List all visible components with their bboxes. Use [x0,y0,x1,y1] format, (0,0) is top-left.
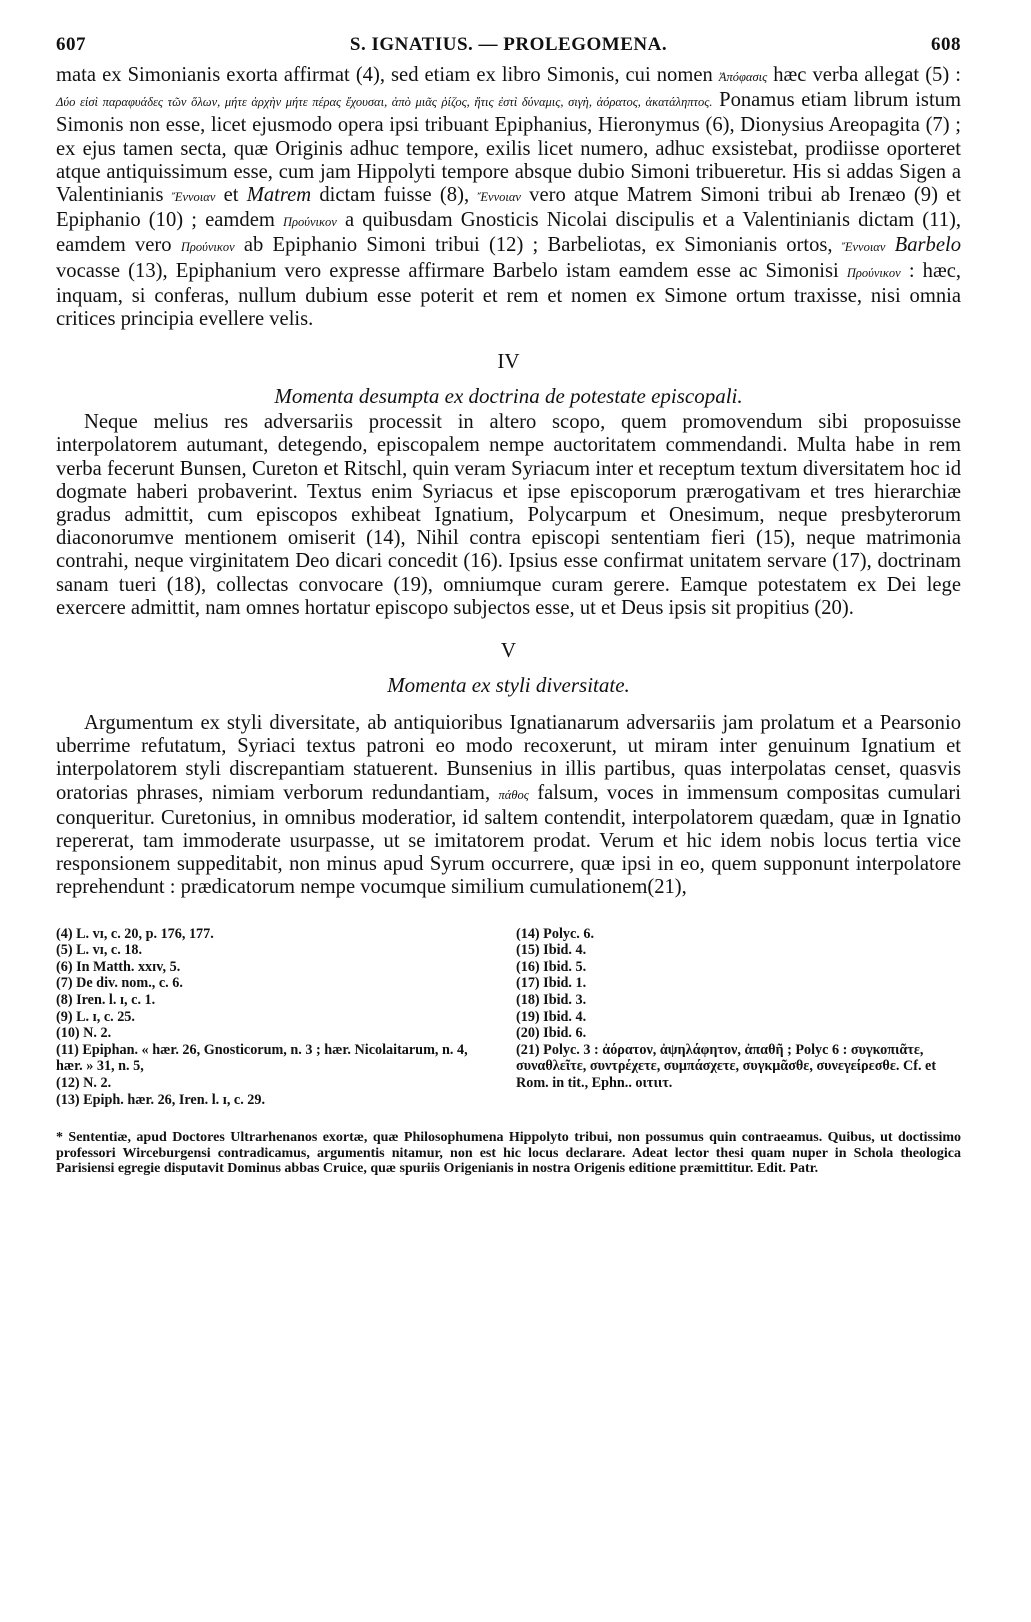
text-run: vero atque Matrem Simoni tribui ab Irenæo (9) et Epiphanio (10) ; eamdem [56,184,962,232]
note-item: (9) L. ɪ, c. 25. [56,1008,135,1025]
greek-word: πάθος [498,787,529,802]
text-run: hæc verba allegat (5) : [767,64,961,86]
section-number-iv: IV [497,349,520,374]
text-run: dictam fuisse (8), [311,184,478,207]
editorial-footnote: * Sententiæ, apud Doctores Ultrarhenanos exortæ, quæ Philosophumena Hippolyto tribui, non possumus quin contraeamus. Quibus, ut doctissimo professori Wirceburgensi contradicamus, argumentis nitamur, non est hic locus declarare. Adeat lector thesi quam nuper in Schola theologica Parisiensi egregie disputavit Dominus abbas Cruice, quæ spuriis Origenianis in nostra Origenis editione præmittitur. Edit. Patr. [56,1130,961,1177]
note-item: (8) Iren. l. ɪ, c. 1. [56,992,156,1009]
text-run: : hæc, inquam, si conferas, nullum dubium esse poterit et rem et nomen ex Simone ortum traxisse, nisi omnia critices principia evellere velis. [56,259,962,331]
text-run: ab Epiphanio Simoni tribui (12) ; Barbeliotas, ex Simonianis ortos, [234,234,842,257]
note-item: (10) N. 2. [56,1025,112,1042]
running-title: S. IGNATIUS. — PROLEGOMENA. [349,34,668,55]
footnote-references [56,926,961,1109]
greek-word: Ἔννοιαν [477,190,521,205]
notes-left-column [56,926,496,1109]
greek-word: Ἔννοιαν [171,190,216,205]
greek-word: Προύνικον [283,215,337,230]
note-item: (5) L. ᴠɪ, c. 18. [56,942,143,959]
note-item: (18) Ibid. 3. [516,992,587,1009]
note-item: (17) Ibid. 1. [516,975,587,992]
greek-word: Προύνικον [846,265,901,280]
text-run: vocasse (13), Epiphanium vero expresse affirmare Barbelo istam eamdem esse ac Simonisi [56,259,847,282]
greek-word: Προύνικον [180,240,235,255]
greek-word: Ἀπόφασις [718,70,768,84]
section-number-v: V [500,638,517,663]
text-run: a quibusdam Gnosticis Nicolai discipulis et a Valentinianis dictam (11), eamdem vero [56,209,961,257]
text-run: Argumentum ex styli diversitate, ab antiquioribus Ignatianarum adversariis jam prolatum et a Pearsonio uberrime refutatum, Syriaci textus patroni eo modo recoxerunt, ut miram inter genuinum Ignatium et interpolatorem styli discrepantiam statuerent. Bunsenius in illis partibus, quas interpolatas censet, quasvis oratorias phrases, nimiam verborum redundantiam, [56,712,961,804]
note-item: (15) Ibid. 4. [516,942,587,959]
note-item: (13) Epiph. hær. 26, Iren. l. ɪ, c. 29. [56,1091,266,1108]
text-run: et [215,184,247,207]
running-header [56,34,961,64]
notes-right-column [516,926,956,1109]
note-item: (21) Polyc. 3 : ἀόρατον, ἀψηλάφητον, ἀπαθῆ ; Polyc 6 : συγκοπιᾶτε, συναθλεῖτε, συντρέχετε, συμπάσχετε, συγκμᾶσθε, συνεγείρεσθε. Cf. et Rom. in tit., Ephn.. οιτιιτ. [516,1041,937,1092]
italic-word: Matrem [246,184,312,207]
text-run [885,234,894,256]
note-item: (6) In Matth. xxɪv, 5. [56,958,181,975]
text-run: falsum, voces in immensum compositas cumulari conqueritur. Curetonius, in omnibus moderatior, id saltem contendit, interpolatorem quædam, quæ in Ignatio repererat, tam immoderate usurpasse, ut se imitatorem prodat. Verum et hic idem nobis locus tertia vice responsionem suppeditabit, non minus apud Syrum occurrere, quæ ipsi in eo, quem supponunt interpolatore reprehendunt : prædicatorum nempe vocumque similium cumulationem(21), [56,781,961,899]
note-item: (12) N. 2. [56,1075,112,1092]
note-item: (16) Ibid. 5. [516,958,587,975]
note-item: (11) Epiphan. « hær. 26, Gnosticorum, n. 3 ; hær. Nicolaitarum, n. 4, hær. » 31, n. 5, [56,1041,468,1075]
page-number-left: 607 [56,34,86,55]
greek-word: Ἔννοιαν [841,240,886,255]
section-title-v: Momenta ex styli diversitate. [387,673,630,698]
note-item: (20) Ibid. 6. [516,1025,587,1042]
section-title-iv: Momenta desumpta ex doctrina de potestate episcopali. [274,384,743,409]
note-item: (14) Polyc. 6. [516,925,595,942]
intro-paragraph [56,64,961,331]
note-item: (19) Ibid. 4. [516,1008,587,1025]
text-run: Ponamus etiam librum istum Simonis non esse, licet ejusmodo opera ipsi tribuant Epiphanius, Hieronymus (6), Dionysius Areopagita (7) ; ex ejus tamen secta, quæ Originis adhuc tempore, exilis licet numero, adhuc exsistebat, prodiisse oporteret atque antiquissimum esse, cum jam Hippolyti tempore absque dubio Simoni tribueretur. His si addas Sigen a Valentinianis [56,89,961,207]
section-v-paragraph [56,712,961,900]
greek-quote: Δύο εἰσὶ παραφυάδες τῶν ὅλων, μήτε ἀρχὴν μήτε πέρας ἔχουσαι, ἀπὸ μιᾶς ῥίζος, ἥτις ἐστὶ δύναμις, σιγὴ, ἀόρατος, ἀκατάληπτος. [56,95,713,110]
text-run: mata ex Simonianis exorta affirmat (4), sed etiam ex libro Simonis, cui nomen [56,64,719,86]
page-number-right: 608 [931,34,961,55]
note-item: (4) L. ᴠɪ, c. 20, p. 176, 177. [56,925,214,942]
italic-word: Barbelo [894,234,961,257]
section-iv-paragraph: Neque melius res adversariis processit in altero scopo, quem promovendum sibi proposuisse interpolatorem autumant, detegendo, episcopalem nempe auctoritatem commendandi. Multa habe in rem verba fecerunt Bunsen, Cureton et Ritschl, quin veram Syriacum inter et receptum textum diversitatem hoc id dogmate haberi probaverint. Textus enim Syriacus et ipse episcoporum prærogativam et tres hierarchiæ gradus admittit, cum episcopos exhibeat Ignatium, Polycarpum et Onesimum, neque presbyterorum diaconorumve mentionem omiserit (14), Nihil contra episcopi sententiam fieri (15), neque matrimonia contrahi, neque virginitatem Deo dicari concedit (16). Ipsius esse confirmat unitatem servare (17), doctrinam sanam tueri (18), collectas convocare (19), omniumque curam gerere. Eamque potestatem ex Dei lege exercere admittit, nam omnes hortatur episcopo subjectos esse, ut et Deus ipsis sit propitius (20). [56,411,961,619]
note-item: (7) De div. nom., c. 6. [56,975,183,992]
